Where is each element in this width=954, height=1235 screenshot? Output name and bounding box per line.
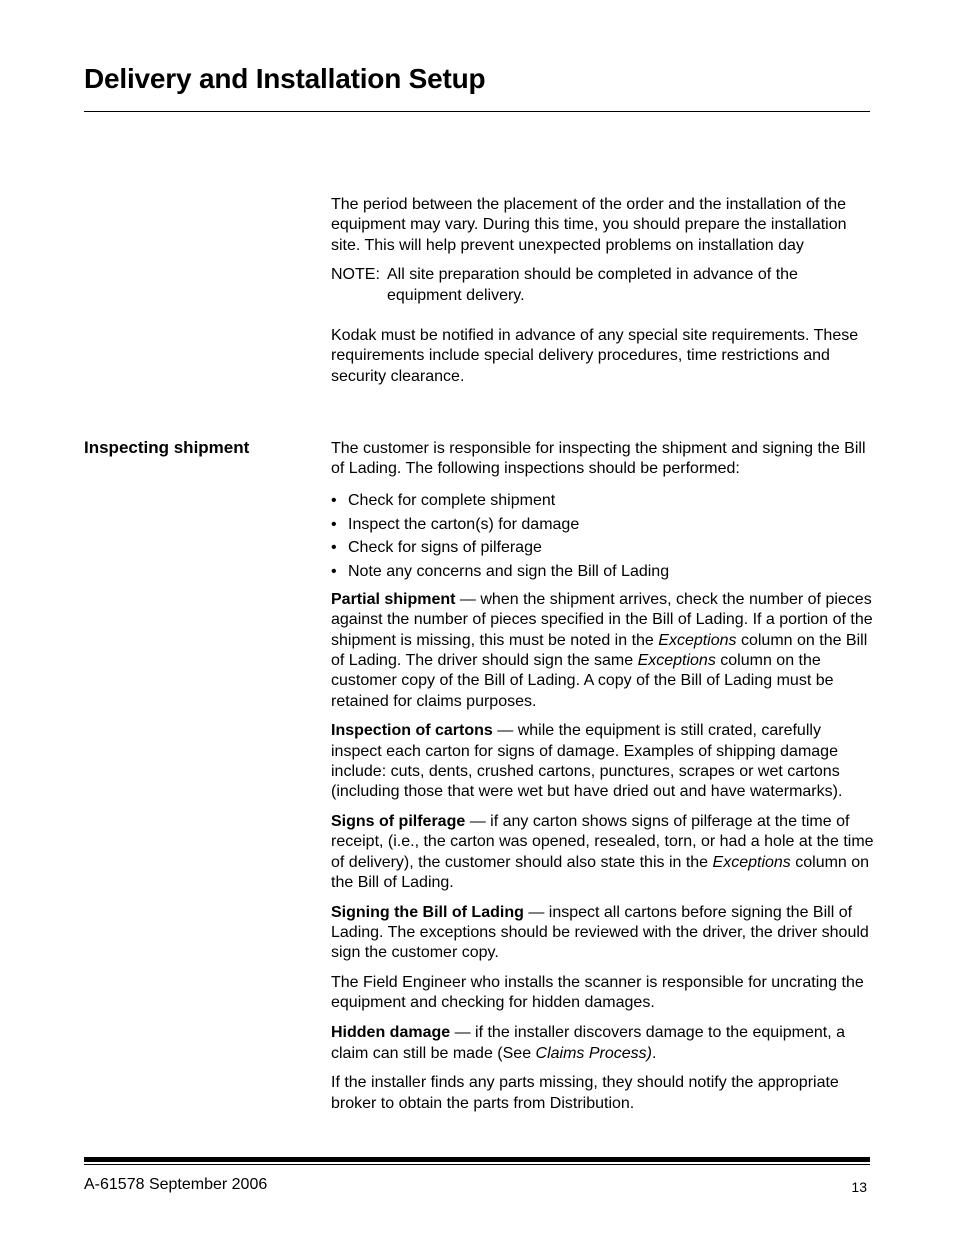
field-engineer-paragraph: The Field Engineer who installs the scanner is responsible for uncrating the equipment and checking for hidden damages. xyxy=(331,974,864,1012)
list-item: • Check for signs of pilferage xyxy=(331,536,876,560)
bullet-icon: • xyxy=(331,562,337,580)
partial-shipment-paragraph: Partial shipment — when the shipment arrives, check the number of pieces against the number of pieces specified in the Bill of Lading. If a portion of the shipment is missing, this must be noted in the Exceptions column on the Bill of Lading. The driver should sign the same Exceptions column on the customer copy of the Bill of Lading. A copy of the Bill of Lading must be retained for claims purposes. xyxy=(331,591,873,710)
intro-paragraph: The period between the placement of the order and the installation of the equipment may vary. During this time, you should prepare the installation site. This will help prevent unexpected problems on installation day xyxy=(331,196,847,254)
footer-document-id: A-61578 September 2006 xyxy=(84,1176,268,1193)
footer-divider-thin xyxy=(84,1164,870,1165)
intro-section xyxy=(331,195,876,396)
inspecting-lead-paragraph: The customer is responsible for inspecting the shipment and signing the Bill of Lading. The following inspections should be performed: xyxy=(331,440,866,478)
section-heading-inspecting-shipment: Inspecting shipment xyxy=(84,438,250,457)
inspection-of-cartons-paragraph: Inspection of cartons — while the equipment is still crated, carefully inspect each carton for signs of damage. Examples of shipping damage include: cuts, dents, crushed cartons, punctures, scrapes or wet cartons (including those that were wet but have dried out and have watermarks). xyxy=(331,722,843,801)
note xyxy=(331,265,876,306)
term-hidden-damage: Hidden damage xyxy=(331,1024,451,1042)
bullet-icon: • xyxy=(331,492,337,510)
term-inspection-of-cartons: Inspection of cartons xyxy=(331,722,493,740)
term-signs-of-pilferage: Signs of pilferage xyxy=(331,813,466,831)
signing-bill-of-lading-paragraph: Signing the Bill of Lading — inspect all cartons before signing the Bill of Lading. The exceptions should be reviewed with the driver, the driver should sign the customer copy. xyxy=(331,903,869,962)
list-item: • Check for complete shipment xyxy=(331,489,876,513)
requirements-paragraph: Kodak must be notified in advance of any special site requirements. These requirements include special delivery procedures, time restrictions and security clearance. xyxy=(331,326,859,385)
bullet-icon: • xyxy=(331,515,337,533)
term-signing-bill-of-lading: Signing the Bill of Lading xyxy=(331,903,524,921)
page-title: Delivery and Installation Setup xyxy=(84,63,486,94)
hidden-damage-paragraph: Hidden damage — if the installer discovers damage to the equipment, a claim can still be made (See Claims Process). xyxy=(331,1024,846,1062)
inspection-list xyxy=(331,489,876,583)
note-label: NOTE: xyxy=(331,266,380,284)
list-item: • Inspect the carton(s) for damage xyxy=(331,513,876,537)
missing-parts-paragraph: If the installer finds any parts missing, they should notify the appropriate broker to obtain the parts from Distribution. xyxy=(331,1074,839,1112)
claims-process-reference: Claims Process) xyxy=(535,1044,652,1062)
page-number: 13 xyxy=(851,1179,867,1195)
signs-of-pilferage-paragraph: Signs of pilferage — if any carton shows signs of pilferage at the time of receipt, (i.e., the carton was opened, resealed, torn, or had a hole at the time of delivery), the customer should also state this in the Exceptions column on the Bill of Lading. xyxy=(331,813,874,891)
note-text: All site preparation should be completed in advance of the equipment delivery. xyxy=(387,266,798,304)
footer-divider-thick xyxy=(84,1157,870,1162)
list-item: • Note any concerns and sign the Bill of Lading xyxy=(331,560,876,584)
inspecting-section xyxy=(331,439,876,1123)
bullet-icon: • xyxy=(331,539,337,557)
term-partial-shipment: Partial shipment xyxy=(331,591,456,609)
title-divider xyxy=(84,111,870,112)
